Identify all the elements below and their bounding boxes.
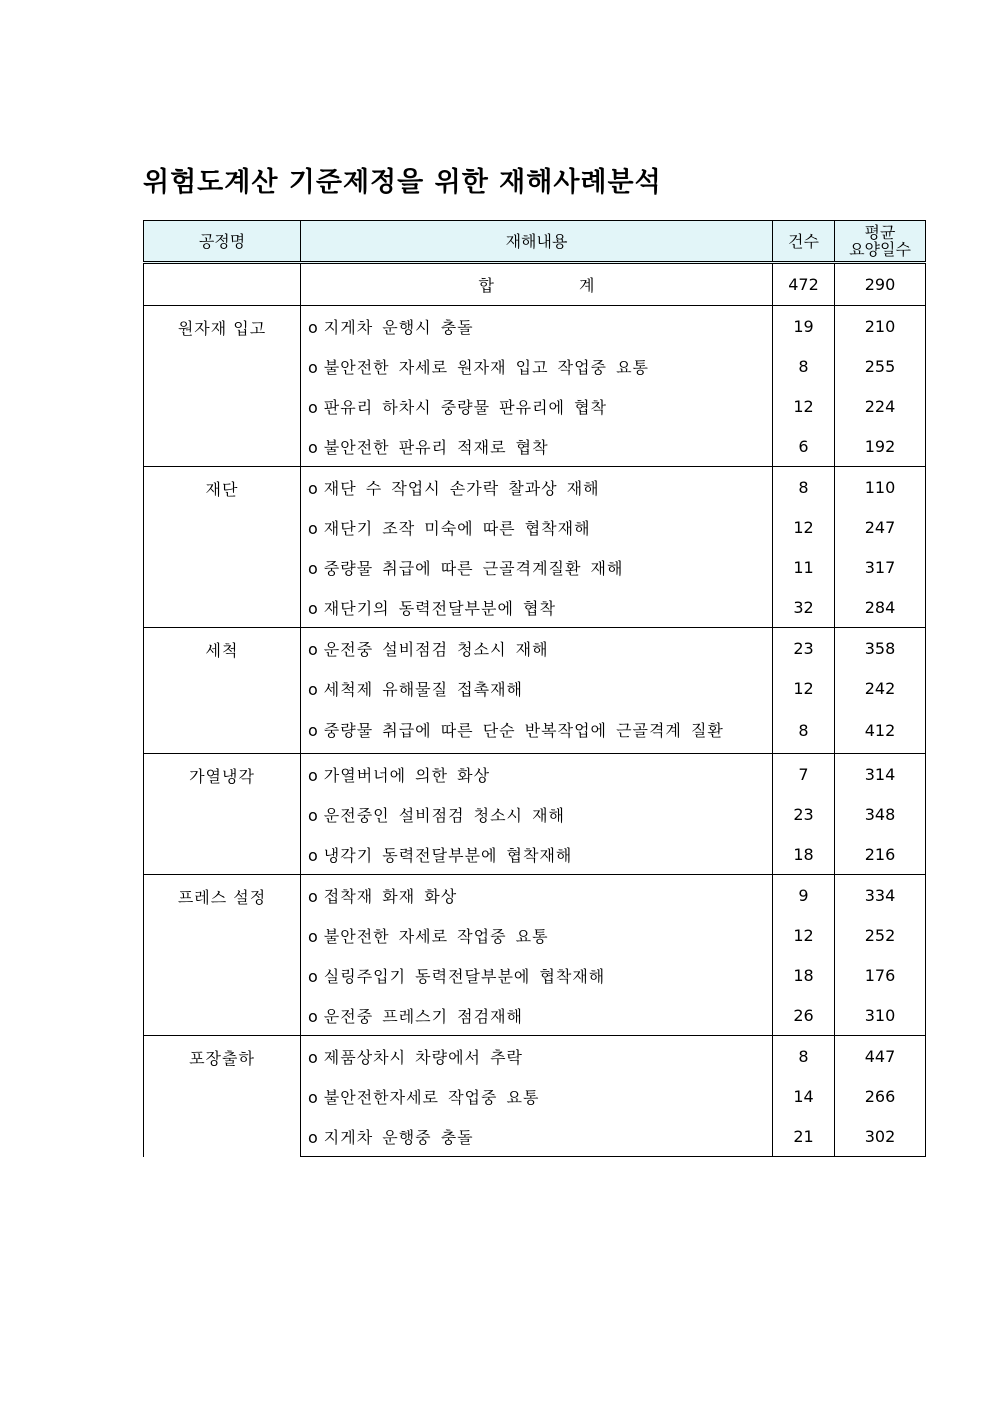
accident-content [301, 386, 773, 426]
avg-recovery-days: 334 [835, 875, 926, 916]
process-name: 재단 [144, 467, 301, 628]
accident-text: 재단기 조작 미숙에 따른 협착재해 [323, 518, 591, 538]
bullet-marker: o [308, 805, 319, 825]
accident-content [301, 1076, 773, 1116]
avg-recovery-days: 224 [835, 386, 926, 426]
case-count: 8 [773, 708, 835, 754]
avg-recovery-days: 110 [835, 467, 926, 508]
bullet-marker: o [308, 357, 319, 377]
case-count: 9 [773, 875, 835, 916]
accident-content [301, 708, 773, 754]
avg-recovery-days: 358 [835, 628, 926, 669]
accident-content [301, 754, 773, 795]
case-count: 8 [773, 467, 835, 508]
avg-recovery-days: 252 [835, 915, 926, 955]
accident-analysis-table [143, 220, 926, 1157]
accident-content [301, 915, 773, 955]
accident-text: 재단 수 작업시 손가락 찰과상 재해 [323, 478, 600, 498]
avg-recovery-days: 412 [835, 708, 926, 754]
process-name: 세척 [144, 628, 301, 754]
avg-recovery-days: 242 [835, 668, 926, 708]
accident-text: 판유리 하차시 중량물 판유리에 협착 [323, 397, 607, 417]
accident-content [301, 1036, 773, 1077]
bullet-marker: o [308, 639, 319, 659]
total-process-cell [144, 263, 301, 306]
case-count: 26 [773, 995, 835, 1036]
accident-content [301, 995, 773, 1036]
bullet-marker: o [308, 1006, 319, 1026]
bullet-marker: o [308, 317, 319, 337]
case-count: 12 [773, 668, 835, 708]
accident-text: 중량물 취급에 따른 근골격계질환 재해 [323, 558, 624, 578]
header-content: 재해내용 [301, 221, 773, 263]
accident-content [301, 306, 773, 347]
table-row [144, 754, 926, 795]
table-row [144, 306, 926, 347]
bullet-marker: o [308, 765, 319, 785]
bullet-marker: o [308, 886, 319, 906]
table-row [144, 875, 926, 916]
process-name: 원자재 입고 [144, 306, 301, 467]
case-count: 23 [773, 794, 835, 834]
accident-text: 지게차 운행시 충돌 [323, 317, 474, 337]
case-count: 8 [773, 1036, 835, 1077]
avg-recovery-days: 348 [835, 794, 926, 834]
header-avg-days [835, 221, 926, 263]
process-name: 프레스 설정 [144, 875, 301, 1036]
accident-text: 운전중 설비점검 청소시 재해 [323, 639, 549, 659]
header-process: 공정명 [144, 221, 301, 263]
total-count: 472 [773, 263, 835, 306]
avg-recovery-days: 447 [835, 1036, 926, 1077]
bullet-marker: o [308, 437, 319, 457]
case-count: 14 [773, 1076, 835, 1116]
avg-recovery-days: 317 [835, 547, 926, 587]
accident-text: 재단기의 동력전달부분에 협착 [323, 598, 556, 618]
case-count: 23 [773, 628, 835, 669]
case-count: 12 [773, 386, 835, 426]
total-label: 합 계 [478, 276, 635, 295]
total-label-cell [301, 263, 773, 306]
avg-recovery-days: 284 [835, 587, 926, 628]
accident-content [301, 875, 773, 916]
accident-text: 제품상차시 차량에서 추락 [323, 1047, 523, 1067]
bullet-marker: o [308, 926, 319, 946]
accident-content [301, 794, 773, 834]
process-name: 가열냉각 [144, 754, 301, 875]
case-count: 11 [773, 547, 835, 587]
total-days: 290 [835, 263, 926, 306]
bullet-marker: o [308, 1087, 319, 1107]
accident-content [301, 426, 773, 467]
header-avg-days-line2: 요양일수 [849, 240, 911, 259]
page-title: 위험도계산 기준제정을 위한 재해사례분석 [143, 167, 662, 198]
accident-text: 불안전한 자세로 작업중 요통 [323, 926, 549, 946]
bullet-marker: o [308, 598, 319, 618]
accident-text: 불안전한 판유리 적재로 협착 [323, 437, 549, 457]
bullet-marker: o [308, 1047, 319, 1067]
accident-content [301, 587, 773, 628]
case-count: 8 [773, 346, 835, 386]
avg-recovery-days: 210 [835, 306, 926, 347]
table-row [144, 467, 926, 508]
header-avg-days-line1: 평균 [864, 223, 896, 242]
accident-content [301, 507, 773, 547]
bullet-marker: o [308, 518, 319, 538]
bullet-marker: o [308, 966, 319, 986]
process-name: 포장출하 [144, 1036, 301, 1157]
case-count: 12 [773, 507, 835, 547]
accident-text: 실링주입기 동력전달부분에 협착재해 [323, 966, 606, 986]
case-count: 21 [773, 1116, 835, 1157]
avg-recovery-days: 176 [835, 955, 926, 995]
avg-recovery-days: 216 [835, 834, 926, 875]
table-row [144, 628, 926, 669]
bullet-marker: o [308, 1127, 319, 1147]
bullet-marker: o [308, 845, 319, 865]
avg-recovery-days: 255 [835, 346, 926, 386]
case-count: 7 [773, 754, 835, 795]
case-count: 18 [773, 834, 835, 875]
avg-recovery-days: 310 [835, 995, 926, 1036]
avg-recovery-days: 302 [835, 1116, 926, 1157]
accident-text: 운전중 프레스기 점검재해 [323, 1006, 523, 1026]
bullet-marker: o [308, 558, 319, 578]
case-count: 12 [773, 915, 835, 955]
avg-recovery-days: 192 [835, 426, 926, 467]
avg-recovery-days: 266 [835, 1076, 926, 1116]
accident-content [301, 668, 773, 708]
accident-text: 가열버너에 의한 화상 [323, 765, 491, 785]
accident-text: 냉각기 동력전달부분에 협착재해 [323, 845, 573, 865]
header-count: 건수 [773, 221, 835, 263]
accident-content [301, 834, 773, 875]
bullet-marker: o [308, 679, 319, 699]
accident-text: 지게차 운행중 충돌 [323, 1127, 474, 1147]
accident-text: 접착재 화재 화상 [323, 886, 458, 906]
case-count: 18 [773, 955, 835, 995]
avg-recovery-days: 247 [835, 507, 926, 547]
accident-content [301, 1116, 773, 1157]
case-count: 19 [773, 306, 835, 347]
accident-text: 세척제 유해물질 접촉재해 [323, 679, 523, 699]
bullet-marker: o [308, 478, 319, 498]
case-count: 32 [773, 587, 835, 628]
accident-content [301, 955, 773, 995]
avg-recovery-days: 314 [835, 754, 926, 795]
accident-text: 중량물 취급에 따른 단순 반복작업에 근골격계 질환 [323, 721, 724, 740]
bullet-marker: o [308, 721, 319, 740]
table-row [144, 1036, 926, 1077]
accident-content [301, 467, 773, 508]
accident-text: 불안전한 자세로 원자재 입고 작업중 요통 [323, 357, 649, 377]
table-header-row [144, 221, 926, 263]
total-row [144, 263, 926, 306]
accident-text: 불안전한자세로 작업중 요통 [323, 1087, 540, 1107]
accident-text: 운전중인 설비점검 청소시 재해 [323, 805, 565, 825]
accident-content [301, 346, 773, 386]
accident-content [301, 547, 773, 587]
case-count: 6 [773, 426, 835, 467]
accident-content [301, 628, 773, 669]
bullet-marker: o [308, 397, 319, 417]
